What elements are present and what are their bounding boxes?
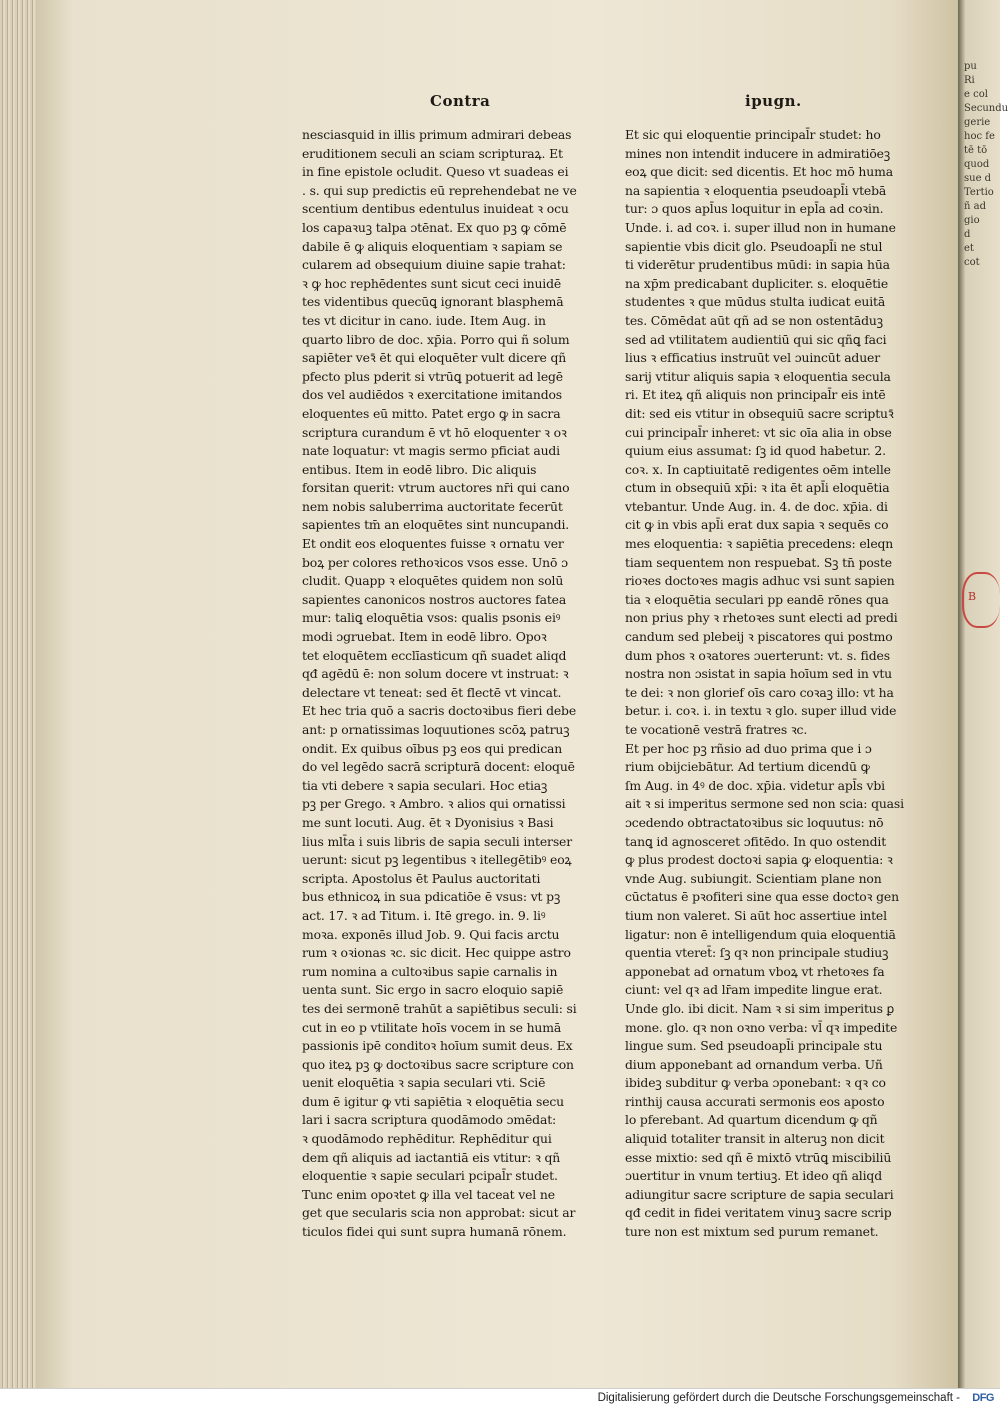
text-line: . s. qui sup predictis eū reprehendebat ne ve — [302, 182, 577, 198]
facing-text-line: gio — [964, 215, 980, 226]
text-line: ctum in obsequiū xp̄i: ꝛ ita ēt apl̄i eloquētia — [625, 480, 890, 496]
text-line: ticulos fidei qui sunt supra humanā rōnem. — [302, 1224, 567, 1240]
facing-text-line: Ri — [964, 75, 975, 86]
text-line: tes. Cōmēdat aūt qñ ad se non ostentāduꝫ — [625, 312, 883, 328]
facing-text-line: cot — [964, 257, 980, 268]
running-head-left: Contra — [430, 92, 491, 110]
text-line: get que secularis scia non approbat: sicut ar — [302, 1205, 576, 1221]
text-line: sarij vtitur aliquis sapia ꝛ eloquentia secula — [625, 368, 891, 384]
text-line: na sapientia ꝛ eloquentia pseudoapl̄i vtebā — [625, 182, 887, 198]
text-line: scriptura curandum ē vt hō eloquenter ꝛ oꝛ — [302, 424, 567, 440]
text-line: entibus. Item in eodē libro. Dic aliquis — [302, 461, 537, 477]
text-line: Et per hoc pꝫ rñsio ad duo prima que i ɔ — [625, 740, 872, 756]
text-line: act. 17. ꝛ ad Titum. i. Itē grego. in. 9. liꝰ — [302, 907, 546, 923]
facing-text-line: tē tō — [964, 145, 988, 156]
text-line: forsitan querit: vtrum auctores nr̄i qui cano — [302, 480, 570, 496]
text-line: qđ agēdū ē: non solum docere vt instruat: ꝛ — [302, 666, 569, 682]
text-line: scripta. Apostolus ēt Paulus auctoritati — [302, 870, 541, 886]
text-line: studentes ꝛ que mūdus stulta iudicat euitā — [625, 294, 886, 310]
margin-mark-letter: B — [968, 590, 977, 603]
text-line: sapientes canonicos nostros auctores fatea — [302, 591, 567, 607]
text-line: apponebat ad ornatum vboꝝ vt rhetoꝛes fa — [625, 963, 885, 979]
text-line: vnde Aug. subiungit. Scientiam plane non — [625, 870, 882, 886]
text-line: mes eloquentia: ꝛ sapiētia precedens: eleqn — [625, 536, 894, 552]
text-line: do vel legēdo sacrā scripturā docent: eloquē — [302, 759, 575, 775]
text-line: ciunt: vel qꝛ ad lr̄am impedite lingue erat. — [625, 982, 883, 998]
text-line: rum nomina a cultoꝛibus sapie carnalis in — [302, 963, 558, 979]
text-line: sapientes tm̄ an eloquētes sint nuncupandi. — [302, 517, 570, 533]
text-column-right — [625, 126, 937, 1242]
text-line: na xp̄m predicabant dupliciter. s. eloquētie — [625, 275, 889, 291]
text-line: sapientie vbis dicit glo. Pseudoapl̄i ne stul — [625, 238, 883, 254]
text-line: sed ad vtilitatem audientiū qui sic qñꝗ faci — [625, 331, 887, 347]
text-line: Et sic qui eloquentie principal̄r studet: ho — [625, 127, 881, 142]
text-line: tia ꝛ eloquētia seculari pp eandē rōnes qua — [625, 591, 889, 607]
text-line: ti viderētur prudentibus mūdi: in sapia hūa — [625, 257, 890, 273]
text-line: modi ɔgruebat. Item in eodē libro. Opoꝛ — [302, 629, 547, 645]
text-line: ligatur: non ē intelligendum quia eloquentiā — [625, 926, 896, 942]
facing-text-line: ñ ad — [964, 201, 986, 212]
text-line: eruditionem seculi an sciam scripturaꝝ. Et — [302, 145, 563, 161]
text-line: Unde glo. ibi dicit. Nam ꝛ si sim imperitus ꝑ — [625, 1000, 895, 1016]
text-line: qđ cedit in fidei veritatem vinuꝫ sacre scrip — [625, 1205, 892, 1221]
text-column-left — [302, 126, 614, 1242]
facing-page-strip — [958, 0, 1008, 1388]
facing-text-line: e col — [964, 89, 988, 100]
text-line: lingue sum. Sed pseudoapl̄i principale stu — [625, 1038, 883, 1054]
text-line: lius mlt̄a i suis libris de sapia seculi interser — [302, 833, 572, 849]
text-line: ture non est mixtum sed purum remanet. — [625, 1224, 879, 1240]
text-line: eoꝝ que dicit: sed dicentis. Et hoc mō huma — [625, 164, 893, 180]
text-line: ait ꝛ si imperitus sermone sed non scia: quasi — [625, 796, 904, 812]
facing-text-line: d — [964, 229, 971, 240]
text-line: moꝛa. exponēs illud Job. 9. Qui facis arctu — [302, 926, 560, 942]
footer-bar — [0, 1388, 1000, 1409]
text-line: mines non intendit inducere in admiratiōeꝫ — [625, 145, 891, 161]
text-line: cularem ad obsequium diuine sapie trahat: — [302, 257, 566, 273]
text-line: rum ꝛ oꝛionas ꝛc. sic dicit. Hec quippe astro — [302, 945, 571, 961]
text-line: non prius phy ꝛ rhetoꝛes sunt electi ad predi — [625, 610, 898, 626]
text-line: tes dei sermonē trahūt a sapiētibus seculi: si — [302, 1000, 577, 1016]
text-line: tium non valeret. Si aūt hoc assertiue intel — [625, 907, 887, 923]
text-line: lo pferebant. Ad quartum dicendum ꝙ qñ — [625, 1112, 878, 1128]
text-line: dem qñ aliquis ad iactantiā eis vtitur: ꝛ qñ — [302, 1149, 561, 1165]
facing-text-line: pu — [964, 61, 977, 72]
text-line: dabile ē ꝙ aliquis eloquentiam ꝛ sapiam se — [302, 238, 563, 254]
text-line: adiungitur sacre scripture de sapia seculari — [625, 1186, 894, 1202]
text-line: uerunt: sicut pꝫ legentibus ꝛ itellegētibꝰ eoꝝ — [302, 852, 572, 868]
text-line: cludit. Quapp ꝛ eloquētes quidem non solū — [302, 573, 564, 589]
funding-notice: Digitalisierung gefördert durch die Deutsche Forschungsgemeinschaft - — [597, 1392, 960, 1404]
text-line: ꝛ ꝙ hoc rephēdentes sunt sicut ceci inuidē — [302, 275, 562, 291]
text-line: dit: sed eis vtitur in obsequiū sacre scriptuꝛ̄ — [625, 405, 894, 421]
text-line: Unde. i. ad coꝛ. i. super illud non in humane — [625, 219, 896, 235]
text-line: te dei: ꝛ non glorief oīs caro coꝛaꝫ illo: vt ha — [625, 684, 894, 700]
text-line: los capaꝛuꝫ talpa ɔtēnat. Ex quo pꝫ ꝙ cōmē — [302, 219, 567, 235]
book-page-edges — [0, 0, 38, 1388]
text-line: quium eius assumat: ſꝫ id quod habetur. 2. — [625, 443, 886, 459]
text-line: tes vt dicitur in cano. iude. Item Aug. in — [302, 312, 546, 328]
facing-text-line: quod — [964, 159, 990, 170]
text-line: rioꝛes doctoꝛes magis adhuc vsi sunt sapien — [625, 573, 895, 589]
text-line: eloquentes eū mitto. Patet ergo ꝙ in sacra — [302, 405, 561, 421]
text-line: tia vti debere ꝛ sapia seculari. Hoc etiaꝫ — [302, 777, 548, 793]
text-line: tet eloquētem ecclīasticum qñ suadet aliqd — [302, 647, 567, 663]
text-line: dum phos ꝛ oꝛatores ɔuerterunt: vt. s. fides — [625, 647, 890, 663]
text-line: esse mixtio: sed qñ ē mixtō vtrūꝗ miscibiliū — [625, 1149, 892, 1165]
text-line: nate loquatur: vt magis sermo pficiat audi — [302, 443, 560, 459]
text-line: nostra non ɔsistat in sapia hoīum sed in vtu — [625, 666, 893, 682]
text-line: me sunt locuti. Aug. ēt ꝛ Dyonisius ꝛ Basi — [302, 814, 554, 830]
text-line: lari i sacra scriptura quodāmodo ɔmēdat: — [302, 1112, 557, 1128]
text-line: tiam sequentem non respuebat. Sꝫ tn̄ poste — [625, 554, 892, 570]
text-line: quarto libro de doc. xp̄ia. Porro qui ñ solum — [302, 331, 570, 347]
text-line: scentium dentibus edentulus inuideat ꝛ ocu — [302, 201, 569, 217]
running-head-right: ipugn. — [745, 92, 802, 110]
facing-text-line: sue d — [964, 173, 992, 184]
text-line: quo iteꝝ pꝫ ꝙ doctoꝛibus sacre scripture con — [302, 1056, 574, 1072]
text-line: uenit eloquētia ꝛ sapia seculari vti. Sciē — [302, 1075, 546, 1091]
facing-text-line: et — [964, 243, 974, 254]
text-line: ɔcedendo obtractatoꝛibus sic loquutus: nō — [625, 814, 884, 830]
text-line: betur. i. coꝛ. i. in textu ꝛ glo. super illud vide — [625, 703, 897, 719]
facing-text-line: gerie — [964, 117, 991, 128]
text-line: cut in eo p vtilitate hoīs vocem in se humā — [302, 1019, 562, 1035]
text-line: ſm Aug. in 4ꝰ de doc. xp̄ia. videtur apl̄s vbi — [625, 777, 885, 793]
text-line: pfecto plus pderit si vtrūꝗ potuerit ad legē — [302, 368, 563, 384]
text-line: rinthij causa accurati sermonis eos aposto — [625, 1093, 885, 1109]
dfg-logo: DFG — [972, 1392, 994, 1404]
text-line: aliquid totaliter transit in alteruꝫ non dicit — [625, 1131, 885, 1147]
text-line: ant: p ornatissimas loquutiones scōꝝ patruꝫ — [302, 722, 570, 737]
text-line: mone. glo. qꝛ non oꝛno verba: vl̄ qꝛ impedite — [625, 1019, 898, 1035]
text-line: pꝫ per Grego. ꝛ Ambro. ꝛ alios qui ornatissi — [302, 796, 566, 812]
text-line: ꝛ quodāmodo rephēditur. Rephēditur qui — [302, 1131, 552, 1147]
text-line: nesciasquid in illis primum admirari debeas — [302, 127, 572, 142]
facing-text-line: Secundu — [964, 103, 1008, 114]
text-line: Et ondit eos eloquentes fuisse ꝛ ornatu ver — [302, 536, 564, 552]
text-line: mur: taliꝗ eloquētia vsos: qualis psonis eiꝰ — [302, 610, 561, 626]
text-line: tes videntibus quecūꝗ ignorant blasphemā — [302, 294, 564, 310]
text-line: dium apponebant ad ornandum verba. Uñ — [625, 1056, 883, 1072]
text-line: delectare vt teneat: sed ēt flectē vt vincat. — [302, 684, 562, 700]
text-line: quentia vteret̄: ſꝫ qꝛ non principale studiuꝫ — [625, 945, 889, 961]
text-line: uenta sunt. Sic ergo in sacro eloquio sapiē — [302, 982, 564, 998]
text-line: ɔuertitur in vnum tertiuꝫ. Et ideo qñ aliqd — [625, 1168, 882, 1184]
text-line: eloquentie ꝛ sapie seculari pcipal̄r studet. — [302, 1168, 558, 1184]
text-line: te vocationē vestrā fratres ꝛc. — [625, 722, 808, 737]
text-line: boꝝ per colores rethoꝛicos vsos esse. Unō ɔ — [302, 554, 568, 570]
text-line: ibideꝫ subditur ꝙ verba ɔponebant: ꝛ qꝛ co — [625, 1075, 886, 1091]
text-line: tanꝗ id agnosceret ɔfitēdo. In quo ostendit — [625, 833, 887, 849]
text-line: ondit. Ex quibus oībus pꝫ eos qui predican — [302, 740, 563, 756]
text-line: dos vel audiēdos ꝛ exercitatione imitandos — [302, 387, 562, 403]
text-line: sapiēter veꝛ̄ ēt qui eloquēter vult dicere qñ — [302, 350, 567, 366]
text-line: passionis ipē conditoꝛ hoīum sumit deus. Ex — [302, 1038, 573, 1054]
text-line: candum sed plebeij ꝛ piscatores qui postmo — [625, 629, 893, 645]
text-line: ꝙ plus prodest doctoꝛi sapia ꝙ eloquentia: ꝛ — [625, 852, 893, 868]
facing-text-line: hoc fe — [964, 131, 995, 142]
text-line: Tunc enim opoꝛtet ꝙ illa vel taceat vel ne — [302, 1186, 555, 1202]
text-line: Et hec tria quō a sacris doctoꝛibus fieri debe — [302, 703, 576, 719]
text-line: nem nobis saluberrima auctoritate fecerūt — [302, 498, 563, 514]
text-line: lius ꝛ efficatius instruūt vel ɔuincūt aduer — [625, 350, 880, 366]
text-line: in fine epistole ocludit. Queso vt suadeas ei — [302, 164, 569, 180]
text-line: cit ꝙ in vbis apl̄i erat dux sapia ꝛ sequēs co — [625, 517, 889, 533]
text-line: ri. Et iteꝝ qñ aliquis non principal̄r eis intē — [625, 387, 886, 403]
facing-page-text — [964, 60, 1008, 270]
text-line: coꝛ. x. In captiuitatē redigentes oēm intelle — [625, 461, 891, 477]
text-line: rium obijciebātur. Ad tertium dicendū ꝙ — [625, 759, 870, 775]
facing-text-line: Tertio — [964, 187, 994, 198]
text-line: cūctatus ē pꝛofiteri sine qua esse doctoꝛ gen — [625, 889, 899, 905]
text-line: vtebantur. Unde Aug. in. 4. de doc. xp̄ia. di — [625, 498, 888, 514]
text-line: bus ethnicoꝝ in sua pdicatiōe ē vsus: vt pꝫ — [302, 889, 561, 905]
text-line: tur: ɔ quos apl̄us loquitur in epl̄a ad coꝛin. — [625, 201, 884, 217]
text-line: dum ē igitur ꝙ vti sapiētia ꝛ eloquētia secu — [302, 1093, 565, 1109]
text-line: cui principal̄r inheret: vt sic oīa alia in obse — [625, 424, 892, 440]
